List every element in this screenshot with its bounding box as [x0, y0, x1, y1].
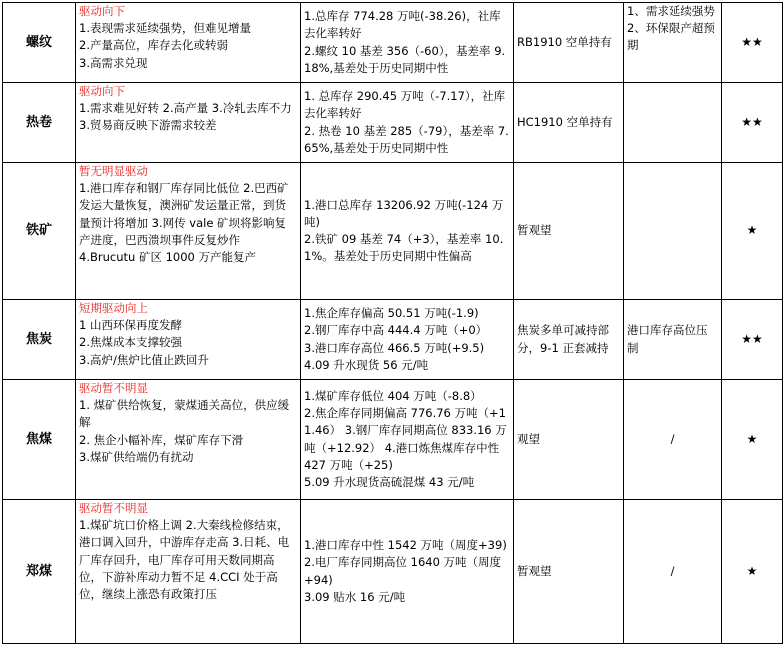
commodity-name: 铁矿: [3, 163, 76, 300]
driver-line: 3.高需求兑现: [79, 55, 148, 70]
driver-line: 1.需求难见好转 2.高产量 3.冷轧去库不力 3.贸易商反映下游需求较差: [79, 101, 292, 133]
table-row: [3, 3, 783, 83]
driver-title: 暂无明显驱动: [79, 164, 148, 178]
inventory-basis-cell: [301, 300, 514, 380]
risk-cell: [624, 163, 722, 300]
table-row: [3, 380, 783, 500]
inventory-basis-cell: [301, 83, 514, 163]
inventory-line: 2.铁矿 09 基差 74（+3），基差率 10.1%。基差处于历史同期中性偏高: [304, 232, 504, 264]
rating-stars: ★: [722, 380, 783, 500]
driver-title: 驱动向下: [79, 84, 125, 98]
rating-stars: ★: [722, 500, 783, 644]
strategy-cell: 焦炭多单可减持部分，9-1 正套减持: [514, 300, 624, 380]
inventory-line: 1.总库存 774.28 万吨(-38.26)，社库去化率转好: [304, 9, 501, 41]
driver-line: 2. 焦企小幅补库，煤矿库存下滑: [79, 432, 244, 447]
inventory-line: 2.螺纹 10 基差 356（-60），基差率 9.18%,基差处于历史同期中性: [304, 43, 506, 75]
driver-title: 驱动向下: [79, 4, 125, 18]
driver-cell: [76, 163, 301, 300]
risk-cell: /: [624, 380, 722, 500]
inventory-line: 2.焦企库存同期偏高 776.76 万吨（+11.46） 3.钢厂库存同期高位 833.16 万吨（+12.92） 4.港口炼焦煤库存中性 427 万吨（+25): [304, 406, 507, 472]
driver-line: 1.港口库存和钢厂库存同比低位 2.巴西矿发运大量恢复，澳洲矿发运量正常，到货量预计将增加 3.网传 vale 矿坝将影响复产进度，巴西溃坝事件反复炒作: [79, 181, 289, 247]
risk-cell: /: [624, 500, 722, 644]
driver-line: 2.产量高位，库存去化或转弱: [79, 38, 228, 53]
inventory-line: 1.煤矿库存低位 404 万吨（-8.8）: [304, 388, 482, 403]
inventory-line: 2. 热卷 10 基差 285（-79），基差率 7.65%,基差处于历史同期中性: [304, 123, 509, 155]
inventory-line: 1.港口总库存 13206.92 万吨(-124 万吨): [304, 197, 504, 229]
risk-cell: [624, 83, 722, 163]
inventory-basis-cell: [301, 163, 514, 300]
rating-stars: ★★: [722, 300, 783, 380]
inventory-line: 5.09 升水现货高硫混煤 43 元/吨: [304, 474, 475, 489]
inventory-line: 3.09 贴水 16 元/吨: [304, 589, 406, 604]
driver-cell: [76, 300, 301, 380]
inventory-line: 2.电厂库存同期高位 1640 万吨（周度+94): [304, 555, 502, 587]
strategy-cell: 暂观望: [514, 163, 624, 300]
driver-title: 驱动暂不明显: [79, 501, 148, 515]
inventory-line: 4.09 升水现货 56 元/吨: [304, 357, 429, 372]
rating-stars: ★★: [722, 83, 783, 163]
commodity-name: 焦炭: [3, 300, 76, 380]
driver-line: 1.煤矿坑口价格上调 2.大秦线检修结束，港口调入回升，中游库存走高 3.日耗、电厂库存回升，电厂库存可用天数同期高位，下游补库动力暂不足 4.CCI 处于高位，继续上涨恐有政策打压: [79, 518, 290, 602]
strategy-cell: RB1910 空单持有: [514, 3, 624, 83]
driver-title: 短期驱动向上: [79, 301, 148, 315]
inventory-line: 3.港口库存高位 466.5 万吨(+9.5): [304, 340, 485, 355]
rating-stars: ★★: [722, 3, 783, 83]
strategy-cell: 暂观望: [514, 500, 624, 644]
driver-line: 2.焦煤成本支撑较强: [79, 335, 182, 350]
risk-cell: 1、需求延续强势 2、环保限产超预期: [624, 3, 722, 83]
table-row: [3, 83, 783, 163]
commodity-name: 螺纹: [3, 3, 76, 83]
driver-title: 驱动暂不明显: [79, 381, 148, 395]
commodity-name: 热卷: [3, 83, 76, 163]
risk-cell: 港口库存高位压制: [624, 300, 722, 380]
rating-stars: ★: [722, 163, 783, 300]
driver-line: 1. 煤矿供给恢复，蒙煤通关高位，供应缓解: [79, 398, 290, 430]
commodity-name: 郑煤: [3, 500, 76, 644]
inventory-line: 1.焦企库存偏高 50.51 万吨(-1.9): [304, 306, 479, 321]
driver-cell: [76, 500, 301, 644]
strategy-cell: HC1910 空单持有: [514, 83, 624, 163]
driver-cell: [76, 83, 301, 163]
commodity-table: [2, 2, 783, 644]
inventory-line: 1. 总库存 290.45 万吨（-7.17），社库去化率转好: [304, 89, 506, 121]
driver-line: 3.高炉/焦炉比值止跌回升: [79, 352, 209, 367]
inventory-basis-cell: [301, 3, 514, 83]
inventory-line: 2.钢厂库存中高 444.4 万吨（+0）: [304, 323, 488, 338]
inventory-basis-cell: [301, 500, 514, 644]
commodity-name: 焦煤: [3, 380, 76, 500]
driver-line: 1 山西环保再度发酵: [79, 318, 182, 333]
table-row: [3, 300, 783, 380]
inventory-line: 1.港口库存中性 1542 万吨（周度+39): [304, 538, 507, 553]
inventory-basis-cell: [301, 380, 514, 500]
driver-line: 3.煤矿供给端仍有扰动: [79, 449, 194, 464]
table-row: [3, 163, 783, 300]
driver-line: 1.表现需求延续强势，但难见增量: [79, 21, 251, 36]
driver-line: 4.Brucutu 矿区 1000 万产能复产: [79, 250, 257, 265]
driver-cell: [76, 380, 301, 500]
table-row: [3, 500, 783, 644]
strategy-cell: 观望: [514, 380, 624, 500]
driver-cell: [76, 3, 301, 83]
